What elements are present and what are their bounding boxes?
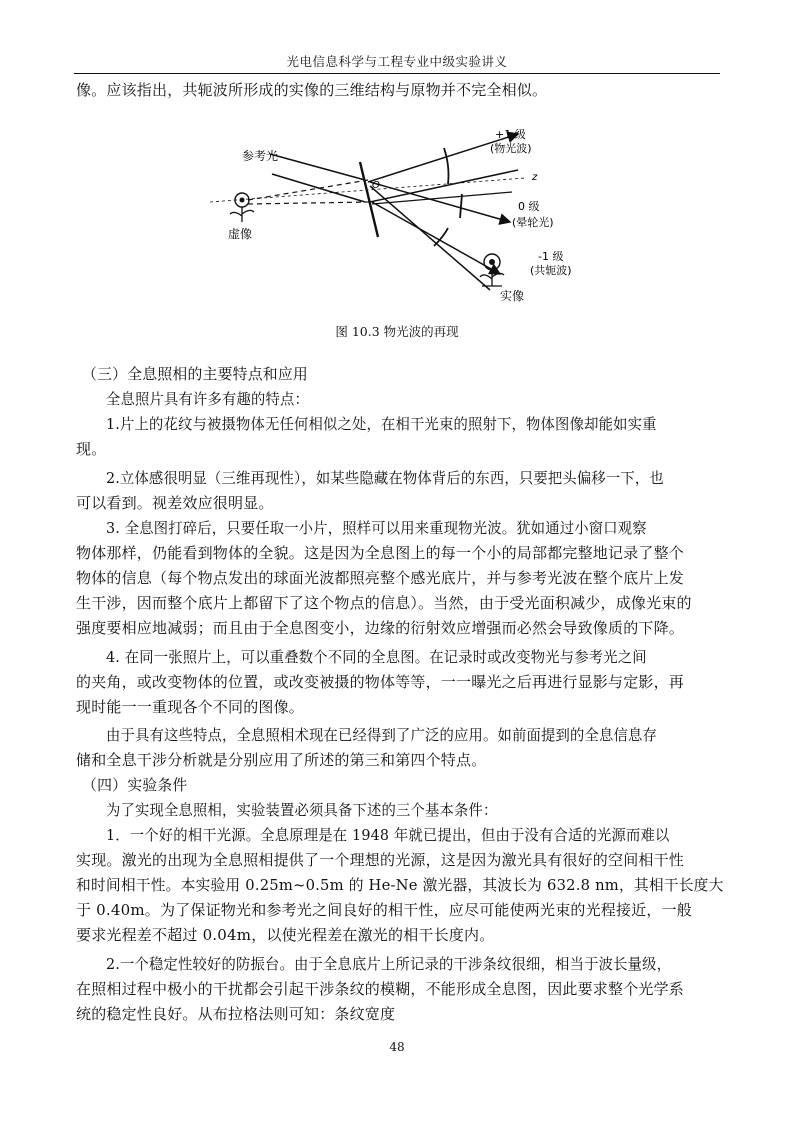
paragraph-line: 实现。激光的出现为全息照相提供了一个理想的光源，这是因为激光具有很好的空间相干性 <box>76 851 685 869</box>
paragraph-line: 全息照片具有许多有趣的特点： <box>106 390 310 408</box>
paragraph-line: 2.一个稳定性较好的防振台。由于全息底片上所记录的干涉条纹很细，相当于波长量级， <box>106 955 672 973</box>
paragraph-line: 储和全息干涉分析就是分别应用了所述的第三和第四个特点。 <box>76 751 487 769</box>
paragraph-line: 物体的信息（每个物点发出的球面光波都照亮整个感光底片，并与参考光波在整个底片上发 <box>76 569 685 587</box>
label-plus1-sub: (物光波) <box>490 142 532 155</box>
reference-beam-line <box>270 154 365 180</box>
reference-beam-line <box>272 174 365 202</box>
paragraph-line: 现。 <box>76 440 107 458</box>
hologram-plate <box>360 162 378 237</box>
virtual-ray <box>248 202 370 204</box>
reconstruction-diagram <box>200 122 600 322</box>
label-real-image: 实像 <box>500 289 525 303</box>
zero-order-wavefront <box>460 194 462 218</box>
paragraph-line: 生干涉，因而整个底片上都留下了这个物点的信息）。当然，由于受光面积减少，成像光束的 <box>76 594 692 612</box>
real-image-flower-icon <box>480 254 504 286</box>
label-minus1-sub: (共轭波) <box>530 264 572 277</box>
paragraph-line: 现时能一一重现各个不同的图像。 <box>76 698 305 716</box>
plus1-wavefront <box>444 148 449 184</box>
paragraph-line: 的夹角，或改变物体的位置，或改变被摄的物体等等，一一曝光之后再进行显影与定影，再 <box>76 673 685 691</box>
paragraph-line: 1．一个好的相干光源。全息原理是在 1948 年就已提出，但由于没有合适的光源而难以 <box>106 826 670 844</box>
figure-reconstruction-diagram <box>200 122 600 322</box>
paragraph-line: 1.片上的花纹与被摄物体无任何相似之处，在相干光束的照射下，物体图像却能如实重 <box>106 415 657 433</box>
minus1-order-beam <box>372 202 500 274</box>
paragraph-line: 强度要相应地减弱；而且由于全息图变小，边缘的衍射效应增强而必然会导致像质的下降。 <box>76 619 685 637</box>
label-zero: 0 级 <box>518 200 540 213</box>
virtual-image-flower-icon <box>230 193 254 222</box>
label-zero-sub: (晕轮光) <box>512 216 554 229</box>
paragraph-line: 2.立体感很明显（三维再现性），如某些隐藏在物体背后的东西，只要把头偏移一下，也 <box>106 469 664 487</box>
figure-caption: 图 10.3 物光波的再现 <box>335 324 459 339</box>
paragraph-line: 要求光程差不超过 0.04m，以使光程差在激光的相干长度内。 <box>76 926 495 944</box>
paragraph-line: 像。应该指出，共轭波所形成的实像的三维结构与原物并不完全相似。 <box>76 81 548 99</box>
label-plus1: +1 级 <box>495 128 526 141</box>
label-z-axis: z <box>532 172 538 183</box>
paragraph-line: 3. 全息图打碎后，只要任取一小片，照样可以用来重现物光波。犹如通过小窗口观察 <box>106 519 647 537</box>
paragraph-line: 4. 在同一张照片上，可以重叠数个不同的全息图。在记录时或改变物光与参考光之间 <box>106 648 647 666</box>
label-virtual-image: 虚像 <box>228 227 253 241</box>
paragraph-line: 由于具有这些特点，全息照相术现在已经得到了广泛的应用。如前面提到的全息信息存 <box>106 726 658 744</box>
paragraph-line: 统的稳定性良好。从布拉格法则可知：条纹宽度 <box>76 1005 396 1023</box>
minus1-order-beam <box>370 186 490 290</box>
paragraph-line: 于 0.40m。为了保证物光和参考光之间良好的相干性，应尽可能使两光束的光程接近，一般 <box>76 901 692 919</box>
section-heading: （三）全息照相的主要特点和应用 <box>82 365 308 383</box>
label-minus1: -1 级 <box>538 250 564 263</box>
page-number: 48 <box>389 1040 405 1054</box>
header-rule <box>74 73 720 74</box>
paragraph-line: 物体那样，仍能看到物体的全貌。这是因为全息图上的每一个小的局部都完整地记录了整个 <box>76 544 685 562</box>
paragraph-line: 在照相过程中极小的干扰都会引起干涉条纹的模糊，不能形成全息图，因此要求整个光学系 <box>76 980 685 998</box>
paragraph-line: 为了实现全息照相，实验装置必须具备下述的三个基本条件： <box>106 801 498 819</box>
label-origin: O <box>372 180 380 191</box>
label-reference-light: 参考光 <box>242 149 279 163</box>
section-heading: （四）实验条件 <box>82 776 188 794</box>
running-header: 光电信息科学与工程专业中级实验讲义 <box>286 54 508 69</box>
paragraph-line: 可以看到。视差效应很明显。 <box>76 494 274 512</box>
paragraph-line: 和时间相干性。本实验用 0.25m~0.5m 的 He-Ne 激光器，其波长为 632.8 nm，其相干长度大 <box>76 876 724 894</box>
